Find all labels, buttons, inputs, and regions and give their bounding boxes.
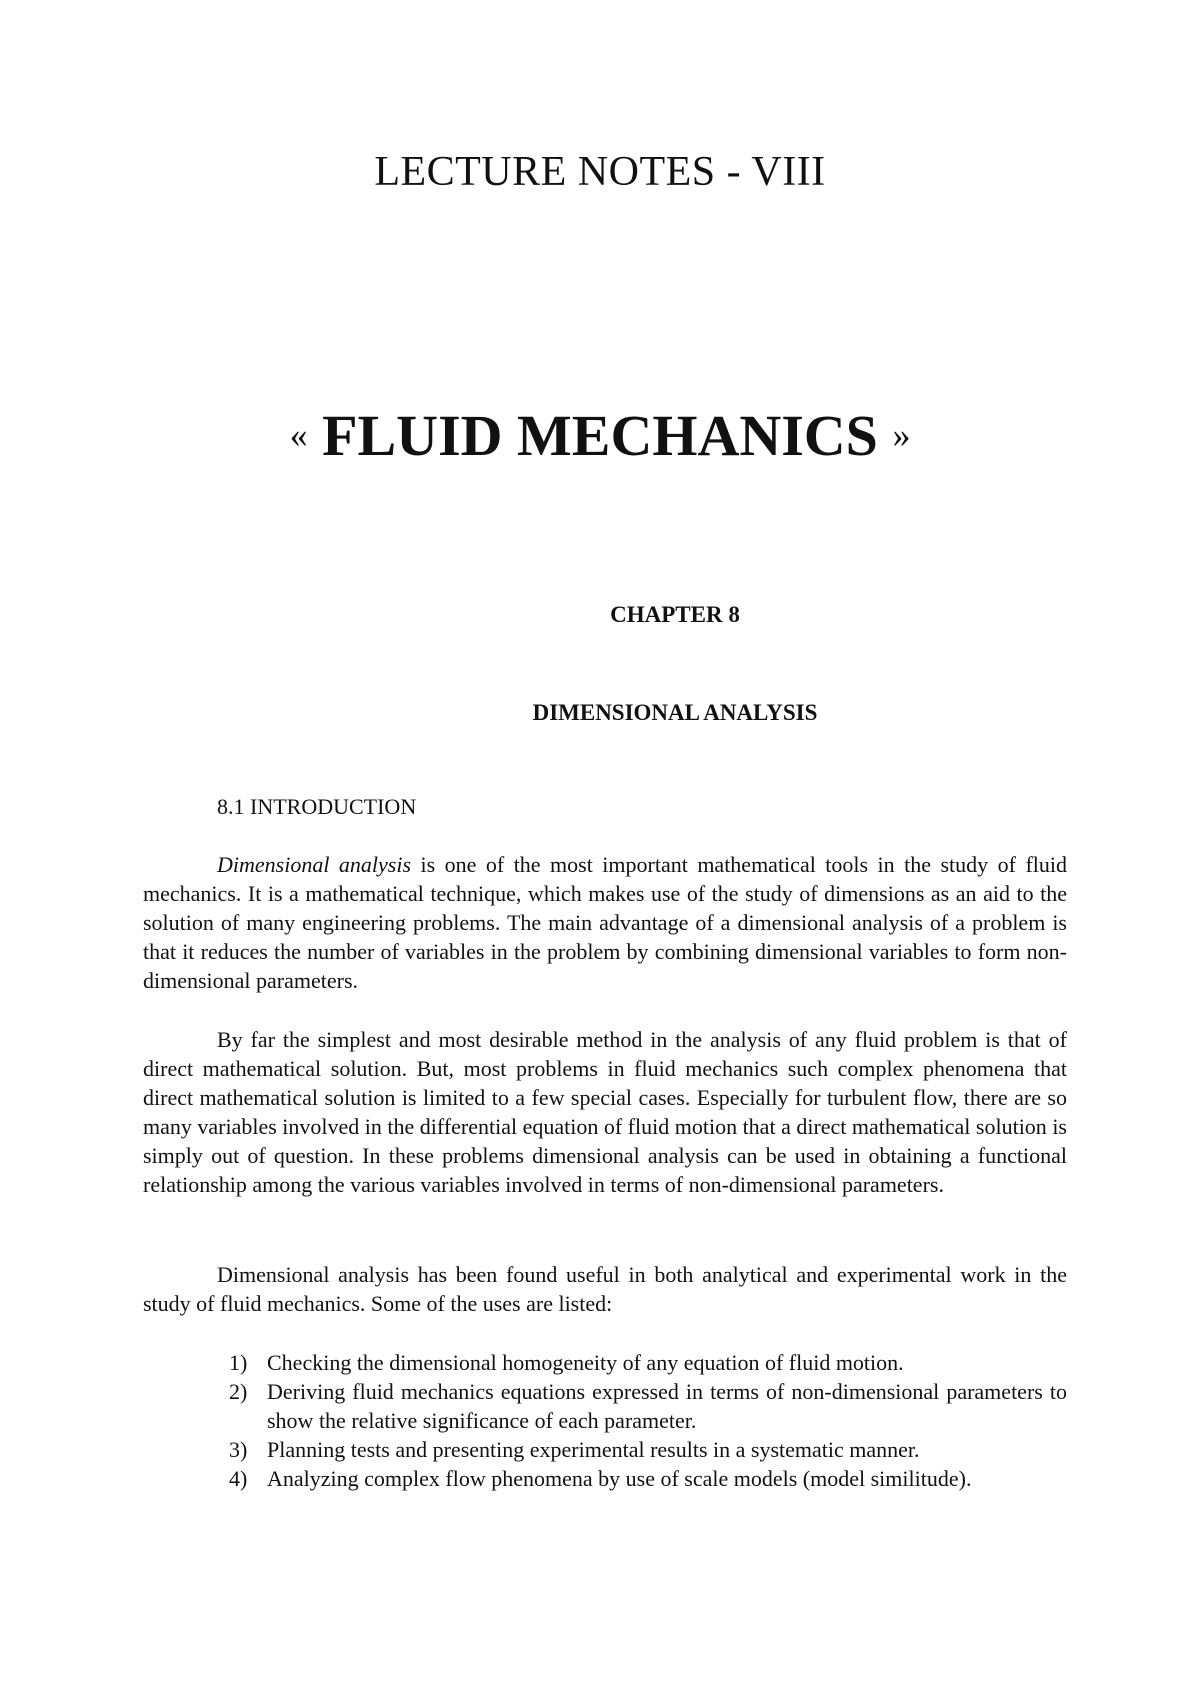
intro-paragraph-text: is one of the most important mathematical tools in the study of fluid mechanics. It is a mathematical technique, which makes use of the study of dimensions as an aid to the solution of many engineering problems. The main advantage of a dimensional analysis of a problem is that it reduces the number of variables in the problem by combining dimensional variables to form non-dimensional parameters. bbox=[143, 852, 1067, 993]
method-paragraph: By far the simplest and most desirable method in the analysis of any fluid problem is that of direct mathematical solution. But, most problems in fluid mechanics such complex phenomena that direct mathematical solution is limited to a few special cases. Especially for turbulent flow, there are so many variables involved in the differential equation of fluid motion that a direct mathematical solution is simply out of question. In these problems dimensional analysis can be used in obtaining a functional relationship among the various variables involved in terms of non-dimensional parameters. bbox=[143, 1027, 1067, 1197]
close-guillemet: » bbox=[892, 415, 911, 455]
list-item-text: Deriving fluid mechanics equations expressed in terms of non-dimensional parameters to show the relative significance of each parameter. bbox=[267, 1379, 1067, 1433]
course-title bbox=[0, 400, 1200, 471]
list-item-text: Analyzing complex flow phenomena by use of scale models (model similitude). bbox=[267, 1466, 972, 1491]
list-item bbox=[143, 1348, 1067, 1377]
list-item bbox=[143, 1377, 1067, 1435]
list-item bbox=[143, 1464, 1067, 1493]
list-number: 2) bbox=[229, 1379, 248, 1404]
list-item bbox=[143, 1435, 1067, 1464]
uses-list bbox=[143, 1348, 1067, 1493]
intro-paragraph bbox=[143, 850, 1067, 995]
list-number: 3) bbox=[229, 1437, 248, 1462]
chapter-title: DIMENSIONAL ANALYSIS bbox=[532, 700, 818, 725]
uses-intro-paragraph: Dimensional analysis has been found useful in both analytical and experimental work in the study of fluid mechanics. Some of the uses are listed: bbox=[143, 1262, 1067, 1316]
list-item-text: Checking the dimensional homogeneity of any equation of fluid motion. bbox=[267, 1350, 904, 1375]
chapter-label: CHAPTER 8 bbox=[610, 602, 740, 627]
lecture-title: LECTURE NOTES - VIII bbox=[374, 149, 826, 195]
list-number: 1) bbox=[229, 1350, 248, 1375]
list-item-text: Planning tests and presenting experimental results in a systematic manner. bbox=[267, 1437, 920, 1462]
course-name: FLUID MECHANICS bbox=[322, 403, 878, 468]
open-guillemet: « bbox=[289, 415, 308, 455]
section-heading: 8.1 INTRODUCTION bbox=[217, 794, 417, 819]
key-term: Dimensional analysis bbox=[217, 852, 412, 877]
list-number: 4) bbox=[229, 1466, 248, 1491]
